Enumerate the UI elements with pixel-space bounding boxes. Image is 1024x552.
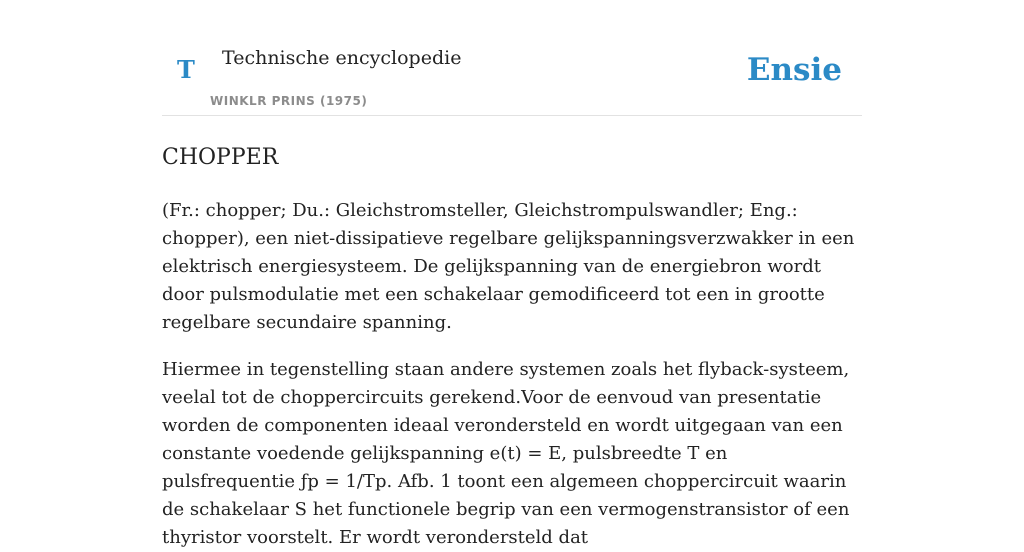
entry-paragraph: Hiermee in tegenstelling staan andere systemen zoals het flyback-systeem, veelal tot de choppercircuits gerekend.Voor de eenvoud van presentatie worden de componenten ideaal verondersteld en wordt uitgegaan van een constante voedende gelijkspanning e(t) = E, pulsbreedte T en pulsfrequentie ƒp = 1/Tp. Afb. 1 toont een algemeen choppercircuit waarin de schakelaar S het functionele begrip van een vermogenstransistor of een thyristor voorstelt. Er wordt verondersteld dat [162, 359, 850, 548]
page-container [162, 0, 862, 552]
entry-paragraph: (Fr.: chopper; Du.: Gleichstromsteller, Gleichstrompulswandler; Eng.: chopper), een niet-dissipatieve regelbare gelijkspanningsverzwakker in een elektrisch energiesysteem. De gelijkspanning van de energiebron wordt door pulsmodulatie met een schakelaar gemodificeerd tot een in grootte regelbare secundaire spanning. [162, 200, 855, 333]
ensie-logo-link[interactable]: Ensie [746, 52, 842, 88]
book-source: WINKLR PRINS (1975) [210, 94, 368, 108]
page-header [162, 0, 862, 116]
book-logo[interactable]: T [177, 55, 195, 84]
entry-title: CHOPPER [162, 145, 279, 170]
book-title[interactable]: Technische encyclopedie [222, 47, 462, 69]
